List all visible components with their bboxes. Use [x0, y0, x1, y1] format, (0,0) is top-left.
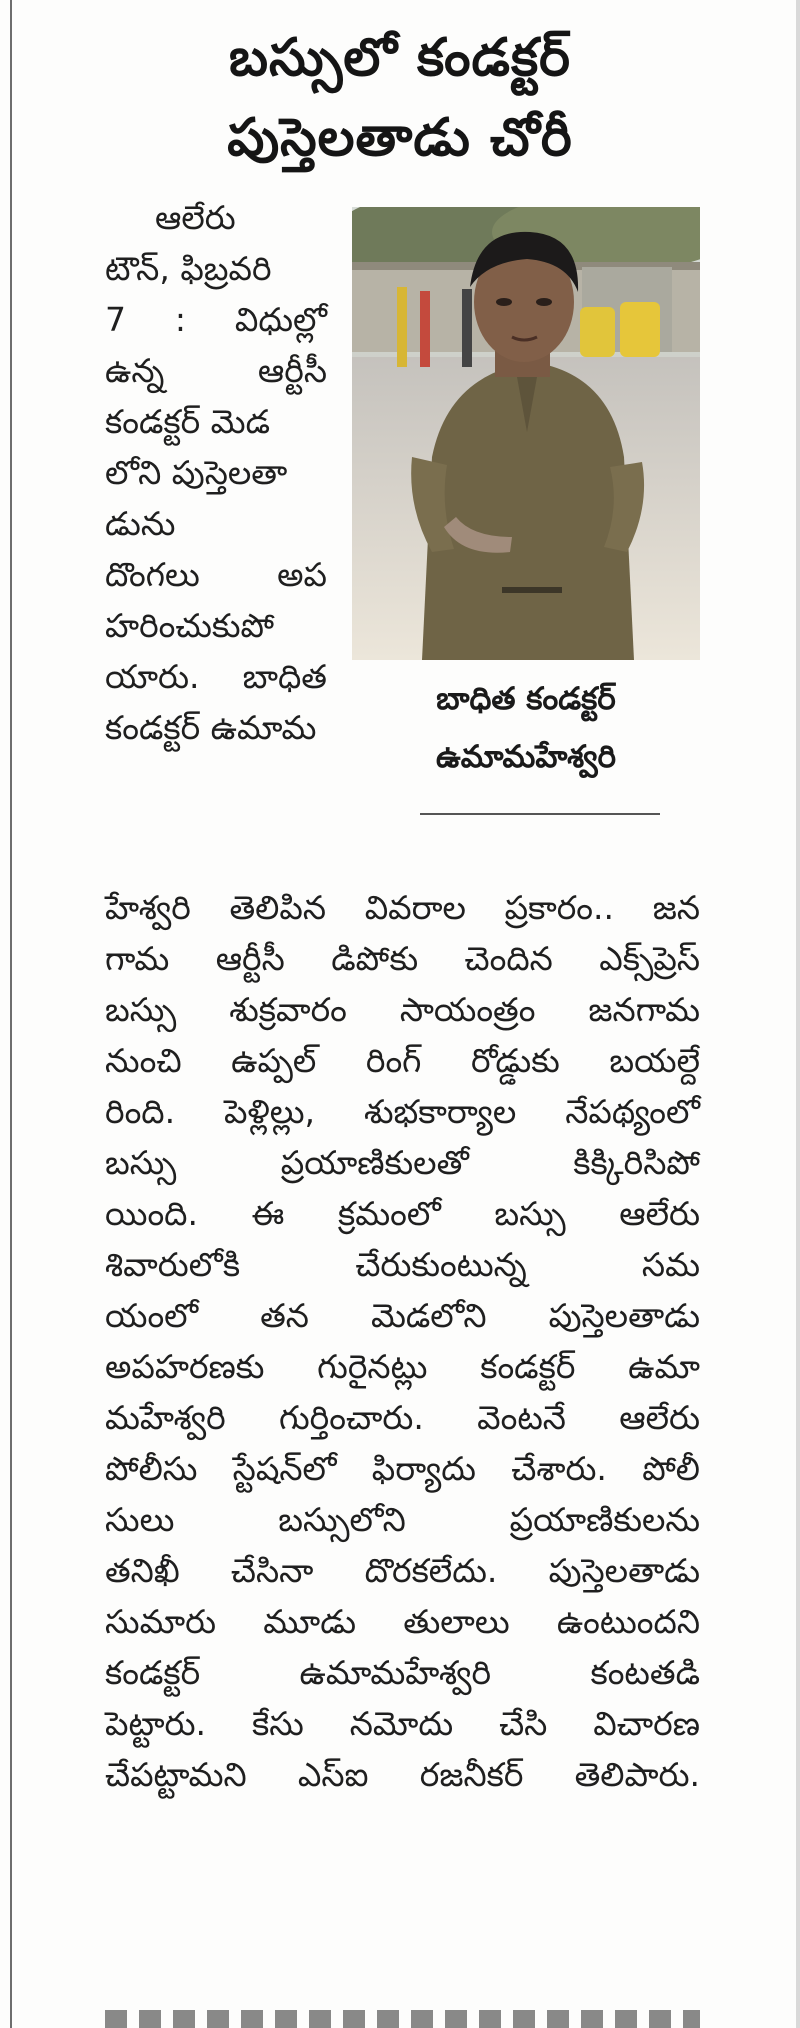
text-line: మహేశ్వరి గుర్తించారు. వెంటనే ఆలేరు — [105, 1398, 700, 1437]
text-line: తనిఖీ చేసినా దొరకలేదు. పుస్తెలతాడు — [105, 1551, 700, 1590]
text-line: హరించుకుపో — [105, 606, 275, 645]
photo-caption — [352, 670, 700, 786]
text-line: టౌన్, ఫిబ్రవరి — [105, 249, 272, 288]
text-line: అపహరణకు గురైనట్లు కండక్టర్ ఉమా — [105, 1347, 700, 1386]
text-line: కండక్టర్ మెడ — [105, 402, 270, 441]
text-line: బస్సు ప్రయాణికులతో కిక్కిరిసిపో — [105, 1143, 700, 1182]
text-line: దొంగలు అప — [105, 555, 327, 594]
text-line: కండక్టర్ ఉమామహేశ్వరి కంటతడి — [105, 1653, 700, 1692]
conductor-photo — [352, 207, 700, 660]
column-rule — [10, 0, 12, 2028]
text-line: లోని పుస్తెలతా — [105, 453, 288, 492]
text-line: చేపట్టామని ఎస్ఐ రజనీకర్ తెలిపారు. — [105, 1755, 700, 1794]
caption-line-2: ఉమామహేశ్వరి — [436, 739, 616, 775]
headline-line-2: పుస్తెలతాడు చోరీ — [227, 108, 573, 168]
text-line: పోలీసు స్టేషన్‌లో ఫిర్యాదు చేశారు. పోలీ — [105, 1449, 700, 1488]
headline-line-1: బస్సులో కండక్టర్ — [229, 28, 571, 88]
caption-line-1: బాధిత కండక్టర్ — [436, 681, 616, 717]
article-body — [105, 882, 700, 1800]
text-line: సుమారు మూడు తులాలు ఉంటుందని — [105, 1602, 700, 1641]
intro-column — [105, 192, 327, 753]
text-line: గామ ఆర్టీసీ డిపోకు చెందిన ఎక్స్‌ప్రెస్ — [105, 939, 700, 978]
text-line: ఆలేరు — [155, 198, 236, 237]
text-line: డును — [105, 504, 176, 543]
text-line: హేశ్వరి తెలిపిన వివరాల ప్రకారం.. జన — [105, 888, 700, 927]
text-line: కండక్టర్ ఉమామ — [105, 708, 317, 747]
text-line: నుంచి ఉప్పల్ రింగ్ రోడ్డుకు బయల్దే — [105, 1041, 700, 1080]
text-line: సులు బస్సులోని ప్రయాణికులను — [105, 1500, 700, 1539]
text-line: యింది. ఈ క్రమంలో బస్సు ఆలేరు — [105, 1194, 700, 1233]
text-line: 7 : విధుల్లో — [105, 300, 327, 339]
text-line: యంలో తన మెడలోని పుస్తెలతాడు — [105, 1296, 700, 1335]
text-line: బస్సు శుక్రవారం సాయంత్రం జనగామ — [105, 990, 700, 1029]
headline — [100, 18, 700, 178]
text-line: ఉన్న ఆర్టీసీ — [105, 351, 327, 390]
text-line: శివారులోకి చేరుకుంటున్న సమ — [105, 1245, 700, 1284]
text-line: రింది. పెళ్లిల్లు, శుభకార్యాల నేపథ్యంలో — [105, 1092, 700, 1131]
text-line: యారు. బాధిత — [105, 657, 327, 696]
conductor-photo-illustration — [352, 207, 700, 660]
text-line: పెట్టారు. కేసు నమోదు చేసి విచారణ — [105, 1704, 700, 1743]
page-edge — [796, 0, 800, 2028]
cropped-next-line — [105, 2010, 700, 2028]
caption-divider — [420, 813, 660, 815]
